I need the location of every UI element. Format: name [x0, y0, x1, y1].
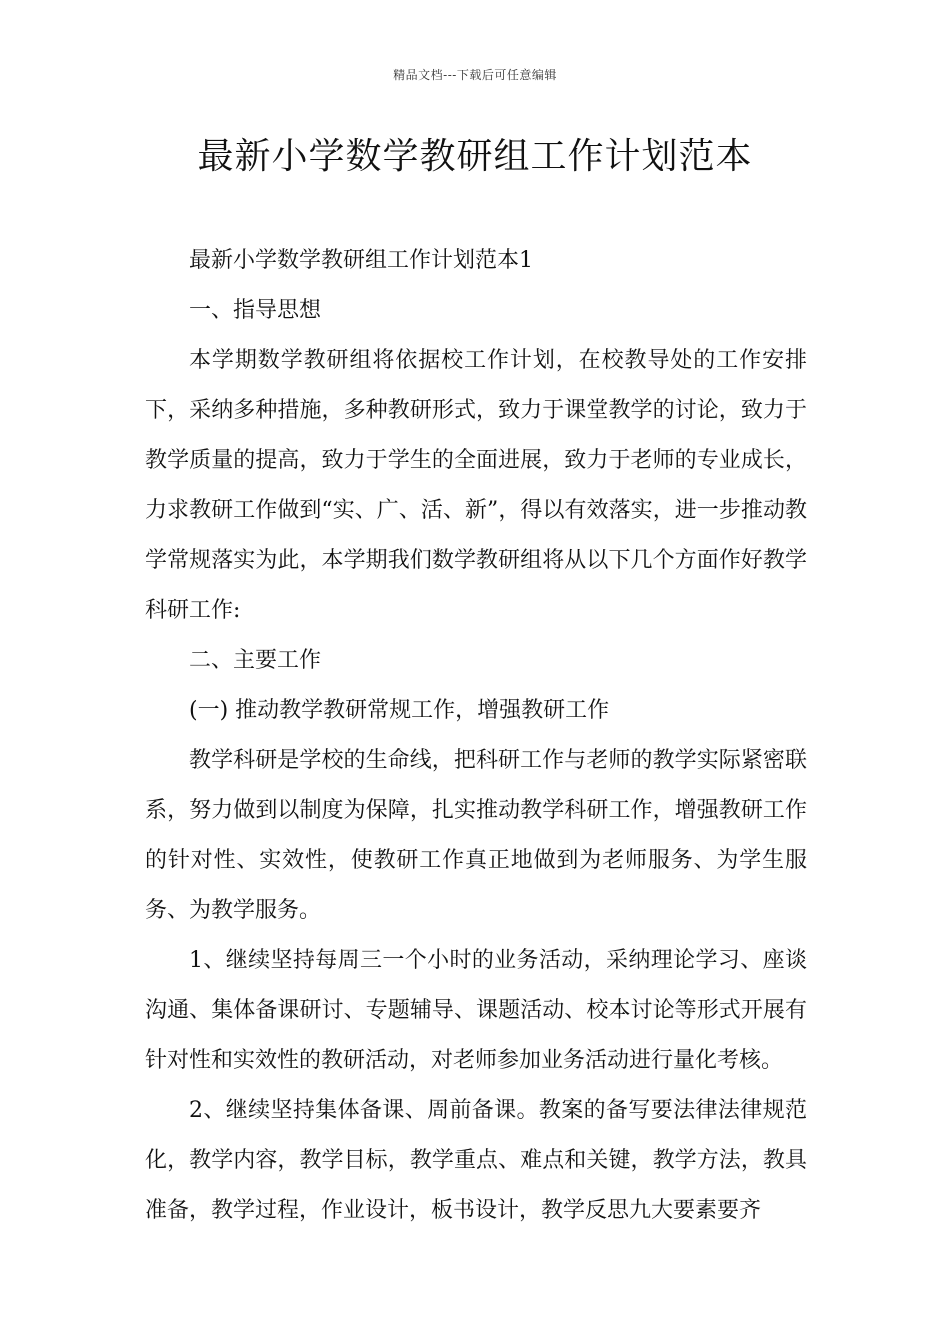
- document-body: [145, 236, 807, 1236]
- header-note: 精品文档---下载后可任意编辑: [393, 68, 557, 82]
- document-title: 最新小学数学教研组工作计划范本: [197, 136, 753, 177]
- list-item-2: 2、继续坚持集体备课、周前备课。教案的备写要法律法律规范化，教学内容，教学目标，教学重点、难点和关键，教学方法，教具准备，教学过程，作业设计，板书设计，教学反思九大要素要齐: [145, 1098, 807, 1223]
- section-heading-main-work: 二、主要工作: [189, 648, 322, 673]
- paragraph-research: 教学科研是学校的生命线，把科研工作与老师的教学实际紧密联系，努力做到以制度为保障，扎实推动教学科研工作，增强教研工作的针对性、实效性，使教研工作真正地做到为老师服务、为学生服务、为教学服务。: [145, 748, 807, 923]
- list-item-1: 1、继续坚持每周三一个小时的业务活动，采纳理论学习、座谈沟通、集体备课研讨、专题辅导、课题活动、校本讨论等形式开展有针对性和实效性的教研活动，对老师参加业务活动进行量化考核。: [145, 948, 807, 1073]
- section-heading-plan-1: 最新小学数学教研组工作计划范本1: [189, 248, 533, 273]
- subsection-heading-routine: (一) 推动教学教研常规工作，增强教研工作: [189, 698, 610, 723]
- paragraph-guiding-thought: 本学期数学教研组将依据校工作计划，在校教导处的工作安排下，采纳多种措施，多种教研形式，致力于课堂教学的讨论，致力于教学质量的提高，致力于学生的全面进展，致力于老师的专业成长，力求教研工作做到“实、广、活、新”，得以有效落实，进一步推动教学常规落实为此，本学期我们数学教研组将从以下几个方面作好教学科研工作:: [145, 348, 807, 623]
- section-heading-guiding-thought: 一、指导思想: [189, 298, 322, 323]
